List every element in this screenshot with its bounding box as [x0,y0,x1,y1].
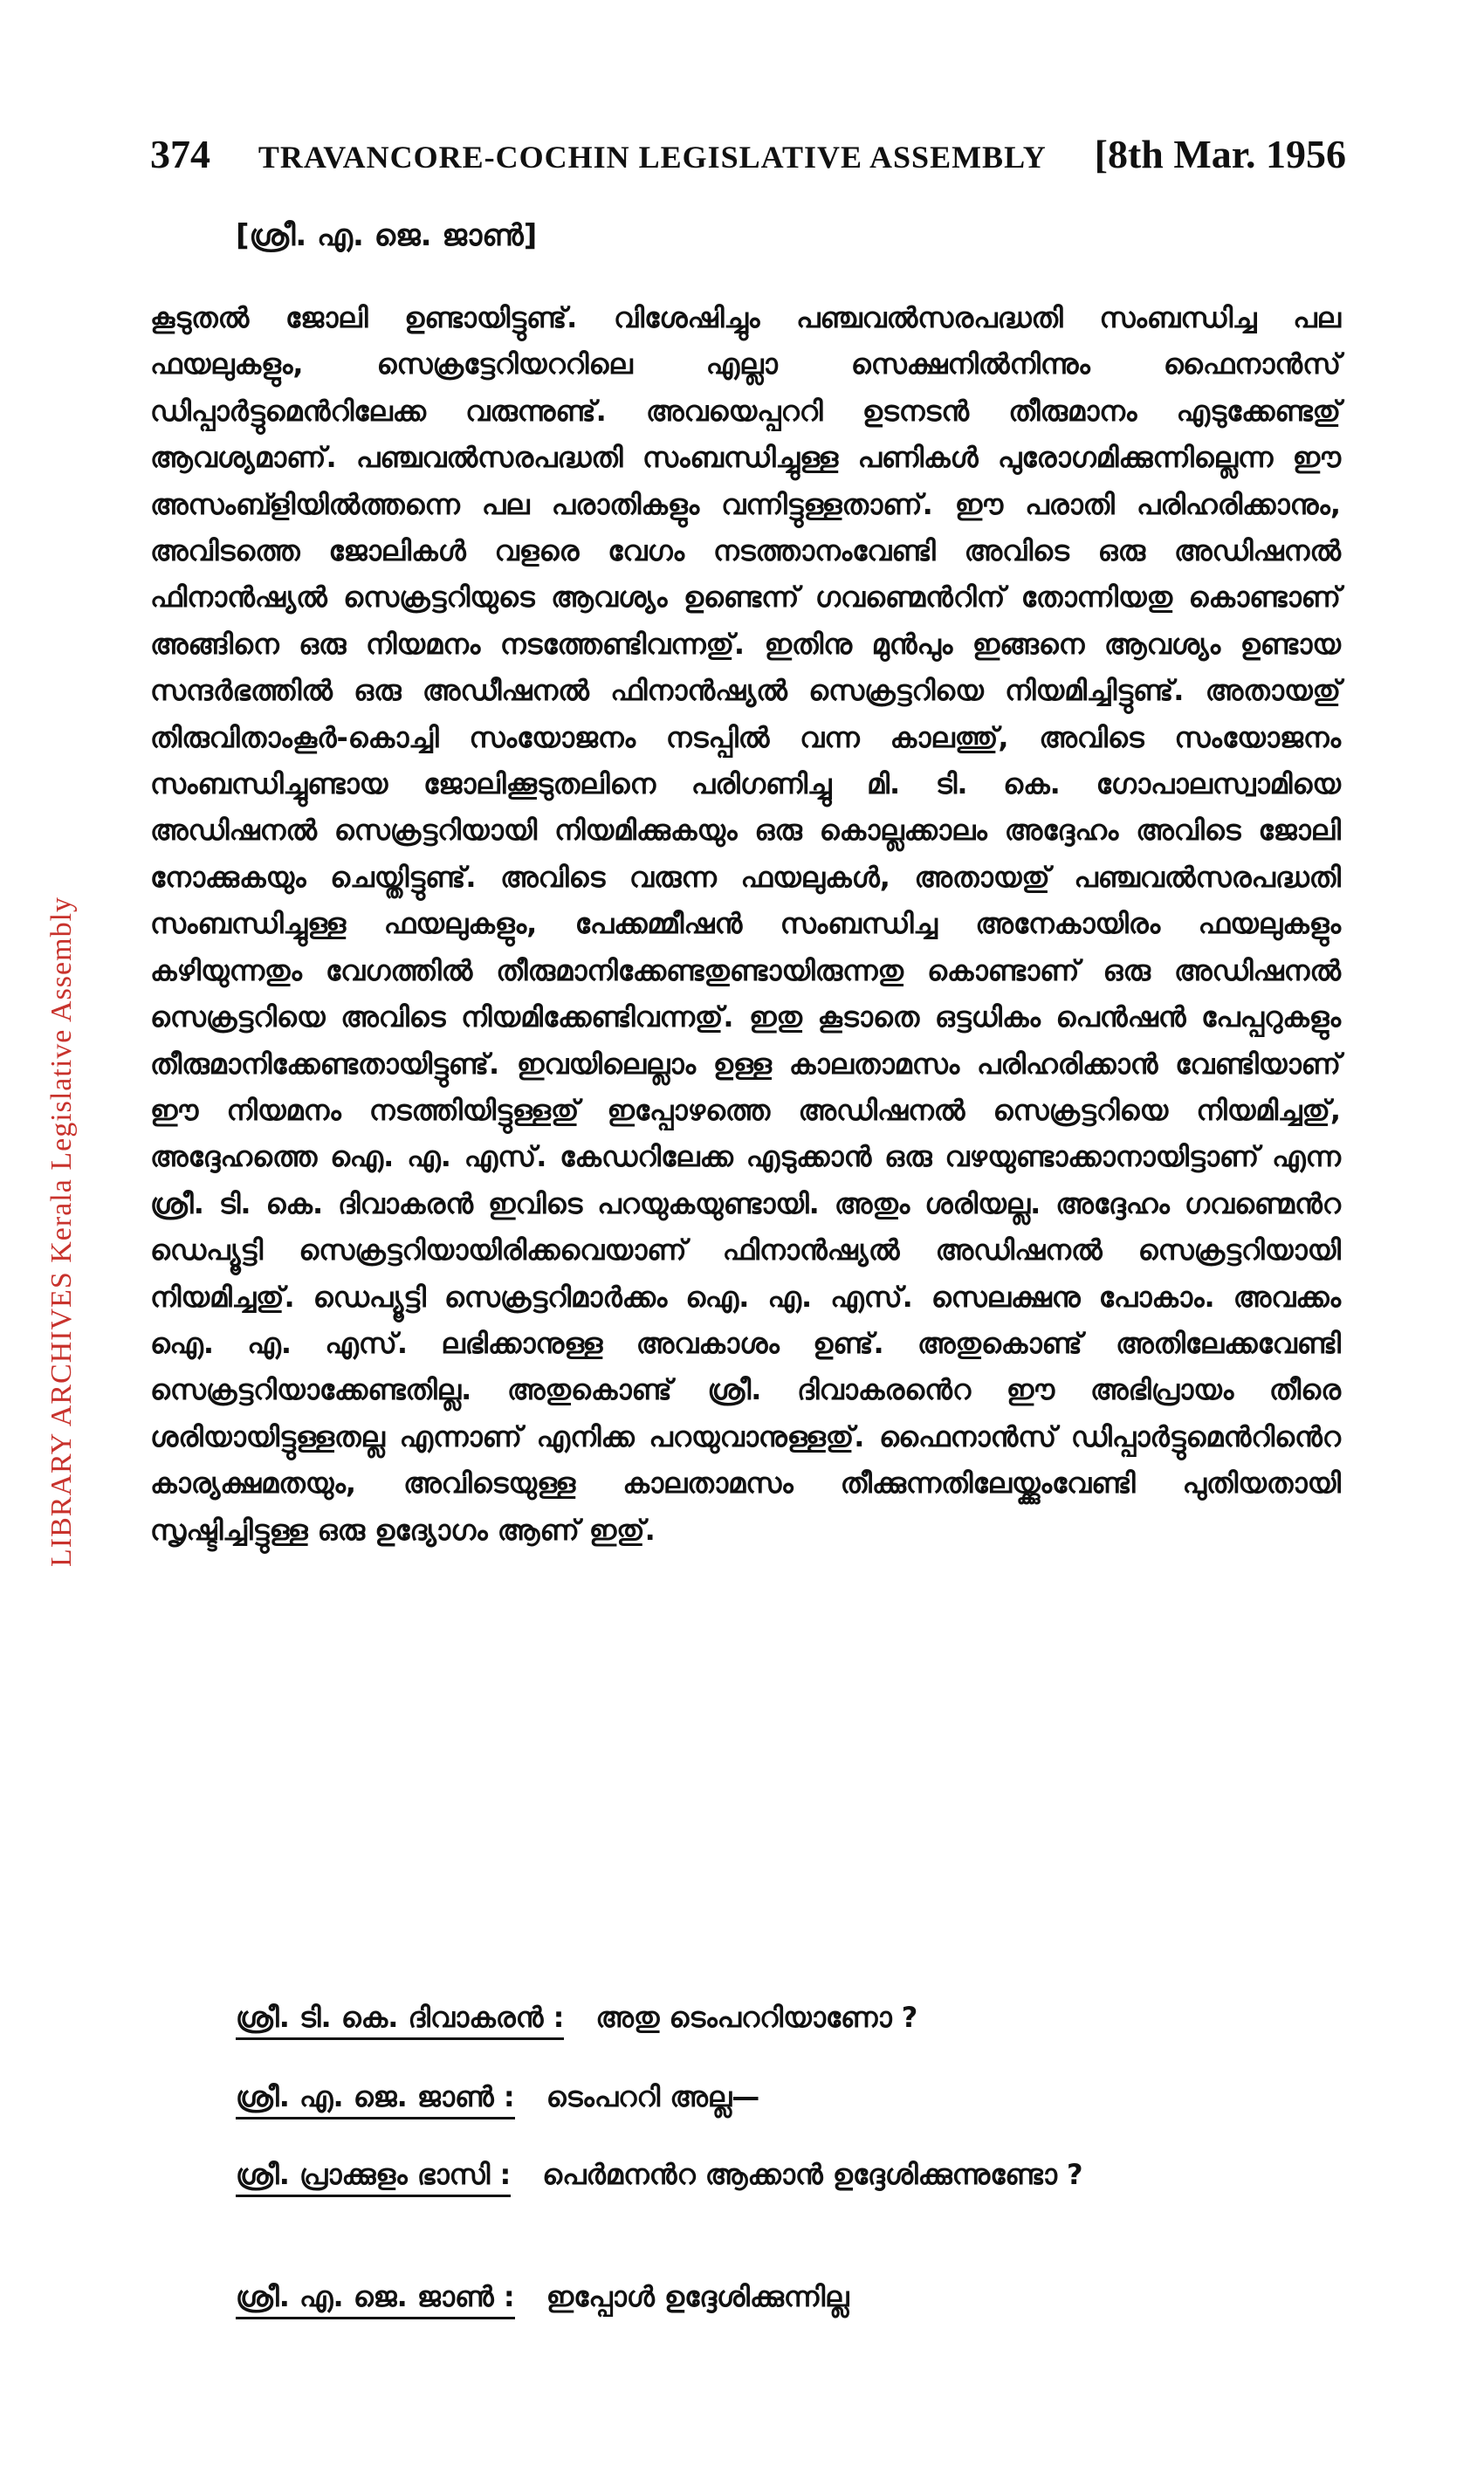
publication-title: TRAVANCORE-COCHIN LEGISLATIVE ASSEMBLY [258,140,1047,175]
speaker-name: ശ്രീ. എ. ജെ. ജാൺ : [236,2080,515,2119]
speech-paragraph: കൂടുതൽ ജോലി ഉണ്ടായിട്ടുണ്ട്. വിശേഷിച്ചും പഞ്ചവൽസരപദ്ധതി സംബന്ധിച്ച പല ഫയലുകളും, സെക്രട്ടേറിയററിലെ എല്ലാ സെക്ഷനിൽനിന്നും ഫൈനാൻസ് ഡിപ്പാർട്ടുമെൻറിലേക്ക വരുന്നുണ്ട്. അവയെപ്പററി ഉടനടൻ തീരുമാനം എടുക്കേണ്ടതു് ആവശ്യമാണ്. പഞ്ചവൽസരപദ്ധതി സംബന്ധിച്ചുള്ള പണികൾ പുരോഗമിക്കുന്നില്ലെന്ന ഈ അസംബ്ളിയിൽത്തന്നെ പല പരാതികളും വന്നിട്ടുള്ളതാണ്. ഈ പരാതി പരിഹരിക്കാനും, അവിടത്തെ ജോലികൾ വളരെ വേഗം നടത്താനംവേണ്ടി അവിടെ ഒരു അഡിഷനൽ ഫിനാൻഷ്യൽ സെക്രട്ടറിയുടെ ആവശ്യം ഉണ്ടെന്ന് ഗവണ്മെൻറിന് തോന്നിയതു കൊണ്ടാണ് അങ്ങിനെ ഒരു നിയമനം നടത്തേണ്ടിവന്നതു്. ഇതിനു മുൻപും ഇങ്ങനെ ആവശ്യം ഉണ്ടായ സന്ദർഭത്തിൽ ഒരു അഡീഷനൽ ഫിനാൻഷ്യൽ സെക്രട്ടറിയെ നിയമിച്ചിട്ടുണ്ട്. അതായതു് തിരുവിതാംകൂർ-കൊച്ചി സംയോജനം നടപ്പിൽ വന്ന കാലത്തു്, അവിടെ സംയോജനം സംബന്ധിച്ചുണ്ടായ ജോലിക്കൂടുതലിനെ പരിഗണിച്ചു മി. ടി. കെ. ഗോപാലസ്വാമിയെ അഡിഷനൽ സെക്രട്ടറിയായി നിയമിക്കുകയും ഒരു കൊല്ലക്കാലം അദ്ദേഹം അവിടെ ജോലി നോക്കുകയും ചെയ്തിട്ടുണ്ട്. അവിടെ വരുന്ന ഫയലുകൾ, അതായതു് പഞ്ചവൽസരപദ്ധതി സംബന്ധിച്ചുള്ള ഫയലുകളും, പേക്കമ്മീഷൻ സംബന്ധിച്ച അനേകായിരം ഫയലുകളും കഴിയുന്നതും വേഗത്തിൽ തീരുമാനിക്കേണ്ടതുണ്ടായിരുന്നതു കൊണ്ടാണ് ഒരു അഡിഷനൽ സെക്രട്ടറിയെ അവിടെ നിയമിക്കേണ്ടിവന്നതു്. ഇതു കൂടാതെ ഒട്ടധികം പെൻഷൻ പേപ്പറുകളും തീരുമാനിക്കേണ്ടതായിട്ടുണ്ട്. ഇവയിലെല്ലാം ഉള്ള കാലതാമസം പരിഹരിക്കാൻ വേണ്ടിയാണ് ഈ നിയമനം നടത്തിയിട്ടുള്ളതു് ഇപ്പോഴത്തെ അഡിഷനൽ സെക്രട്ടറിയെ നിയമിച്ചതു്, അദ്ദേഹത്തെ ഐ. എ. എസ്. കേഡറിലേക്ക എടുക്കാൻ ഒരു വഴയുണ്ടാക്കാനായിട്ടാണ് എന്ന ശ്രീ. ടി. കെ. ദിവാകരൻ ഇവിടെ പറയുകയുണ്ടായി. അതും ശരിയല്ല. അദ്ദേഹം ഗവണ്മെൻറ ഡെപ്യൂട്ടി സെക്രട്ടറിയായിരിക്കവെയാണ് ഫിനാൻഷ്യൽ അഡിഷനൽ സെക്രട്ടറിയായി നിയമിച്ചതു്. ഡെപ്യൂട്ടി സെക്രട്ടറിമാർക്കം ഐ. എ. എസ്. സെലക്ഷനു പോകാം. അവക്കം ഐ. എ. എസ്. ലഭിക്കാനുള്ള അവകാശം ഉണ്ട്. അതുകൊണ്ട് അതിലേക്കവേണ്ടി സെക്രട്ടറിയാക്കേണ്ടതില്ല. അതുകൊണ്ട് ശ്രീ. ദിവാകരൻെറ ഈ അഭിപ്രായം തീരെ ശരിയായിട്ടുള്ളതല്ല എന്നാണ് എനിക്ക പറയുവാനുള്ളതു്. ഫൈനാൻസ് ഡിപ്പാർട്ടുമെൻറിൻെറ കാര്യക്ഷമതയും, അവിടെയുള്ള കാലതാമസം തീക്കുന്നതിലേയ്ക്കുംവേണ്ടി പുതിയതായി സൃഷ്ടിച്ചിട്ടുള്ള ഒരു ഉദ്യോഗം ആണ് ഇതു്. [150,301,1341,1547]
dialogue-text: ടെംപററി അല്ല— [546,2080,760,2113]
continued-speaker-tag: [ശ്രീ. എ. ജെ. ജാൺ] [236,218,538,253]
dialogue-line [236,2274,1344,2320]
dialogue-line [236,1995,1344,2041]
session-date: [8th Mar. 1956 [1094,132,1346,176]
speaker-name: ശ്രീ. ടി. കെ. ദിവാകരൻ : [236,2001,564,2040]
speaker-name: ശ്രീ. പ്രാക്കുളം ഭാസി : [236,2158,511,2197]
dialogue-text: അതു ടെംപററിയാണോ ? [595,2001,918,2034]
dialogue-text: പെർമനൻറ ആക്കാൻ ഉദ്ദേശിക്കുന്നുണ്ടോ ? [542,2158,1083,2191]
page-number: 374 [150,132,210,176]
dialogue-text: ഇപ്പോൾ ഉദ്ദേശിക്കുന്നില്ല [546,2280,849,2313]
archive-watermark: LIBRARY ARCHIVES Kerala Legislative Assembly [45,896,78,1567]
dialogue-line [236,2074,1344,2120]
dialogue-line [150,2152,1341,2198]
page-header [150,131,1346,177]
speaker-name: ശ്രീ. എ. ജെ. ജാൺ : [236,2280,515,2319]
